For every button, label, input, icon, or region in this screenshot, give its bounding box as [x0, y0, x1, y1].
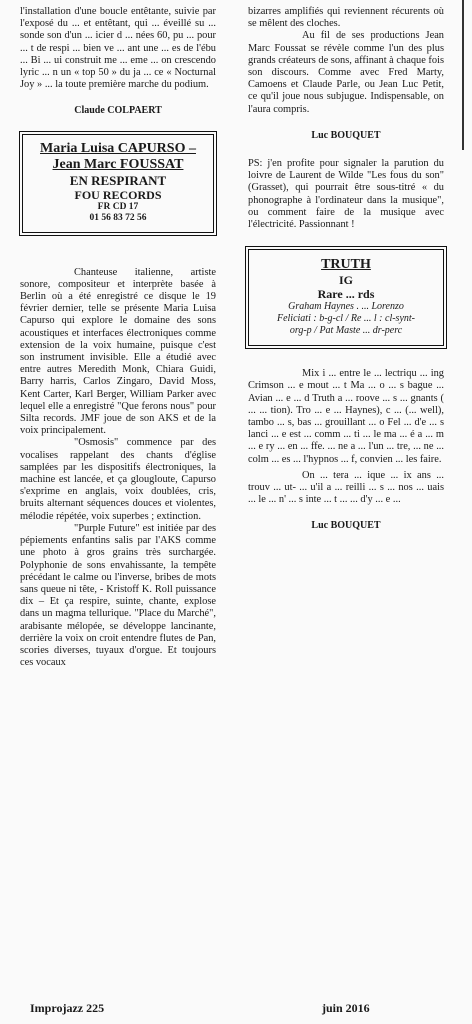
truth-paragraph-1: Mix i ... entre le ... lectriqu ... ing Crimson ... e mout ... t Ma ... o ... s bague ... Avian ... e ... d Truth a ... roove ... s ... gnants ( ... ... tion). Tro ... e ... Haynes), c ... (... well), tambo ... s, bas ... grouillant ... o Fel ... d'e ... s lanci ... e est ... comm ... ti ... le ma ... é a ... m ... e ry ... en ... ffe. ... ne a ... l'un ... tre, ... ne ... colm ... es ... l'hypnos ... f, convien ... les faire. — [248, 368, 444, 465]
truth-review-box — [248, 249, 444, 346]
record-label: FOU RECORDS — [74, 187, 162, 202]
footer-date: juin 2016 — [322, 1001, 370, 1015]
ps-paragraph: PS: j'en profite pour signaler la parution du loivre de Laurent de Wilde "Les fous du son" (Grasset), qui pourrait être sous-titré « du phonographe à l'ordinateur dans la musique", ou comment faire de la musique avec l'électricité. Passionnant ! — [248, 158, 444, 231]
intro-paragraph: l'installation d'une boucle entêtante, suivie par l'exposé du ... et entêtant, qui ... éveillé su ... sonde son d'un ... icier d ... nées 60, pu ... pour ... t de respi ... bien ve ... ant une ... es de l'ébu ... Bi ... ui construit me ... eme ... on crescendo lyric ... n un « top 50 » du ja ... ce « Nocturnal Joy » ... la toute première marche du podium. — [20, 6, 216, 91]
review-header-box — [22, 134, 214, 233]
right-column — [248, 6, 444, 549]
truth-label: Rare ... rds — [317, 287, 375, 302]
credit-name: Graham Haynes — [288, 301, 354, 313]
footer-magazine-issue: Improjazz 225 — [30, 1001, 105, 1015]
signature-perrot: Luc BOUQUET — [311, 129, 381, 141]
album-title: EN RESPIRANT — [69, 172, 167, 188]
truth-title: TRUTH — [321, 257, 371, 273]
truth-credits-line-3: org-p / Pat Maste ... dr-perc — [289, 325, 403, 337]
signature-bouquet: Luc BOUQUET — [311, 520, 381, 532]
credit-rest: . ... Lorenzo — [353, 301, 404, 313]
review-paragraph-1: Chanteuse italienne, artiste sonore, compositeur et interprète basée à Berlin où a été enregistré ce disque le 19 février dernier, telle se présente Maria Luisa Capurso qui explore le domaine des sons acoustiques et interfaces électroniques comme extension de la voix humaine, puisque c'est son instrument invisible. Elle a étudié avec entre autres Meredith Monk, Chiara Guidi, Barry harris, Carlos Zingaro, David Moss, Kent Carter, Karl Berger, William Parker avec lequel elle a enregistré "Que ferons nous" pour Silta records. JMF joue de son AKS et de la voix principalement. — [20, 266, 216, 437]
left-column — [20, 6, 216, 669]
review-paragraph-3: "Purple Future" est initiée par des pépiements enfantins salis par l'AKS comme une photo à gros grains très surchargée. Polyphonie de sons envahissante, la tempête précédant le calme ou l'inverse, bribes de mots sans queue ni tête, - Kristoff K. Roll puissance dix – Et ça respire, suinte, chante, explose dans un magma tellurique. "Place du Marché", arabisante mélopée, se développe lancinante, derrière la voix on croit entendre flutes de Pan, scories diverses, tuyaux d'orgue. Et toujours ces vocaux — [20, 522, 216, 669]
foussat-paragraph: Au fil de ses productions Jean Marc Foussat se révèle comme l'un des plus grands créateurs de sons, affinant à chaque fois son discours. Comme avec Fred Marty, Camoens et Claude Parle, ou Jean Luc Petit, ce qu'il joue nous subjugue. Indispensable, on l'aura compris. — [248, 30, 445, 115]
artist-line-1: Maria Luisa CAPURSO – — [40, 140, 196, 156]
signature-colpaert: Claude COLPAERT — [74, 105, 162, 117]
review-paragraph-2: "Osmosis" commence par des vocalises rappelant des chants d'église samplées par les dispositifs électroniques, la machine est lancée, et ça glougloute, Capurso s'exprime en anglais, voix doublées, cris, bruits alternant séquences douces et violentes, mélodie répétée, voix superbes ; extinction. — [20, 437, 216, 522]
truth-credits-line-2: Feliciati : b-g-cl / Re ... l : cl-synt- — [276, 313, 415, 325]
truth-credits-line-1 — [255, 301, 437, 313]
truth-paragraph-2: On ... tera ... ique ... ix ans ... trouv ... ut- ... u'il a ... reilli ... s ... nos ... uais ... le ... n' ... s inte ... t ... ... d'y ... e ... — [248, 469, 444, 506]
artist-line-2: Jean Marc FOUSSAT — [52, 156, 184, 172]
page-edge-line — [462, 0, 464, 150]
top-paragraph: bizarres amplifiés qui reviennent récurents où se mêlent des cloches. — [248, 6, 444, 30]
phone-number: 01 56 83 72 56 — [89, 212, 147, 223]
truth-subtitle: IG — [338, 273, 353, 288]
catalog-number: FR CD 17 — [97, 201, 139, 212]
